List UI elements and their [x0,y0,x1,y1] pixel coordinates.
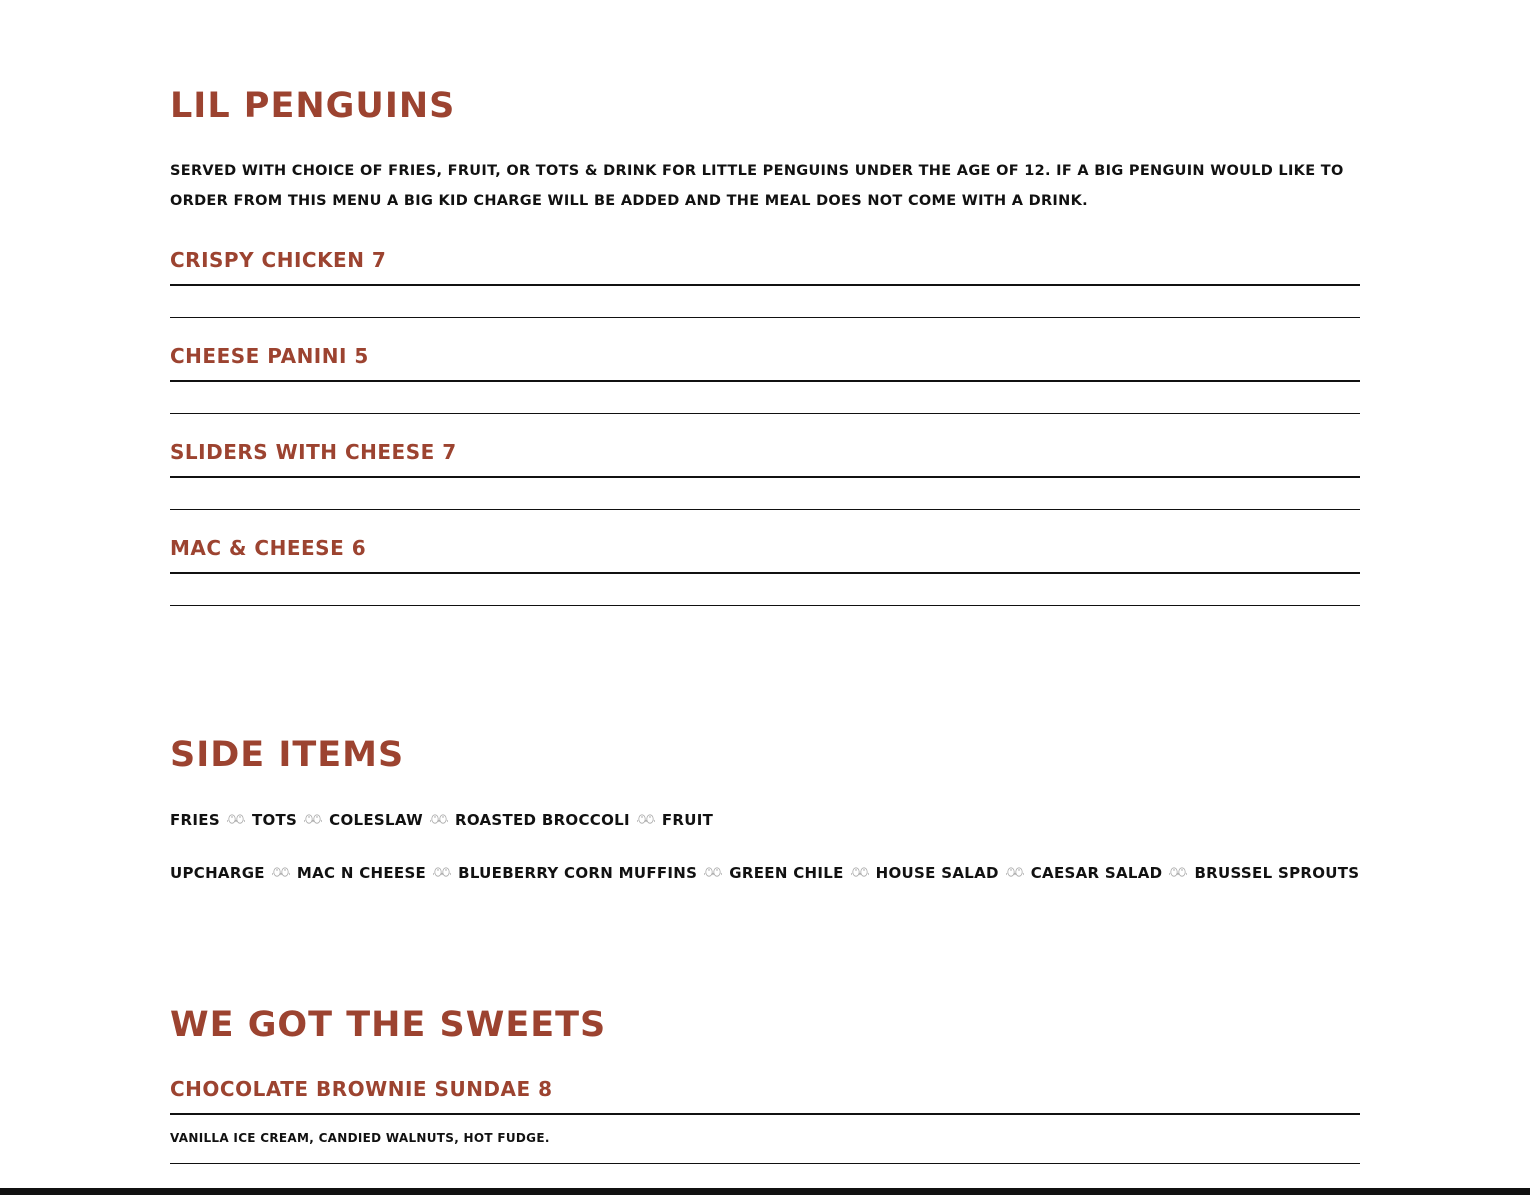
penguin-icon [637,810,655,821]
penguin-icon [433,863,451,874]
side-item: BLUEBERRY CORN MUFFINS [458,864,698,882]
divider [170,476,1360,478]
menu-item-name: MAC & CHEESE 6 [170,536,367,560]
divider [170,380,1360,382]
divider [170,572,1360,574]
upcharge-label: UPCHARGE [170,864,265,882]
divider [170,605,1360,606]
side-item: CAESAR SALAD [1030,864,1163,882]
divider [170,1163,1360,1164]
penguin-icon [1006,863,1024,874]
menu-item-name: CHEESE PANINI 5 [170,344,369,368]
side-item: ROASTED BROCCOLI [454,811,630,829]
divider [170,413,1360,414]
menu-item-name: CHOCOLATE BROWNIE SUNDAE 8 [170,1077,553,1101]
bottom-bar [0,1188,1530,1195]
penguin-icon [851,863,869,874]
section-title-sweets: WE GOT THE SWEETS [170,1005,607,1045]
penguin-icon [430,810,448,821]
side-item: FRUIT [661,811,714,829]
penguin-icon [1169,863,1187,874]
section-title-side-items: SIDE ITEMS [170,735,405,775]
side-item: COLESLAW [329,811,423,829]
divider [170,284,1360,286]
menu-item-description: VANILLA ICE CREAM, CANDIED WALNUTS, HOT FUDGE. [170,1131,550,1145]
side-item: FRIES [170,811,220,829]
side-item: MAC N CHEESE [296,864,427,882]
divider [170,1113,1360,1115]
menu-item-name: CRISPY CHICKEN 7 [170,248,387,272]
side-item: BRUSSEL SPROUTS [1194,864,1360,882]
side-items-standard [170,810,713,829]
penguin-icon [304,810,322,821]
side-items-upcharge [170,863,1359,882]
penguin-icon [227,810,245,821]
divider [170,317,1360,318]
side-item: HOUSE SALAD [875,864,999,882]
penguin-icon [272,863,290,874]
penguin-icon [704,863,722,874]
section-description-lil-penguins: SERVED WITH CHOICE OF FRIES, FRUIT, OR TOTS & DRINK FOR LITTLE PENGUINS UNDER THE AGE OF 12. IF A BIG PENGUIN WOULD LIKE TO ORDER FROM THIS MENU A BIG KID CHARGE WILL BE ADDED AND THE MEAL DOES NOT COME WITH A DRINK. [170,163,1344,209]
divider [170,509,1360,510]
side-item: GREEN CHILE [729,864,844,882]
menu-item-name: SLIDERS WITH CHEESE 7 [170,440,457,464]
side-item: TOTS [251,811,298,829]
section-title-lil-penguins: LIL PENGUINS [170,86,456,126]
